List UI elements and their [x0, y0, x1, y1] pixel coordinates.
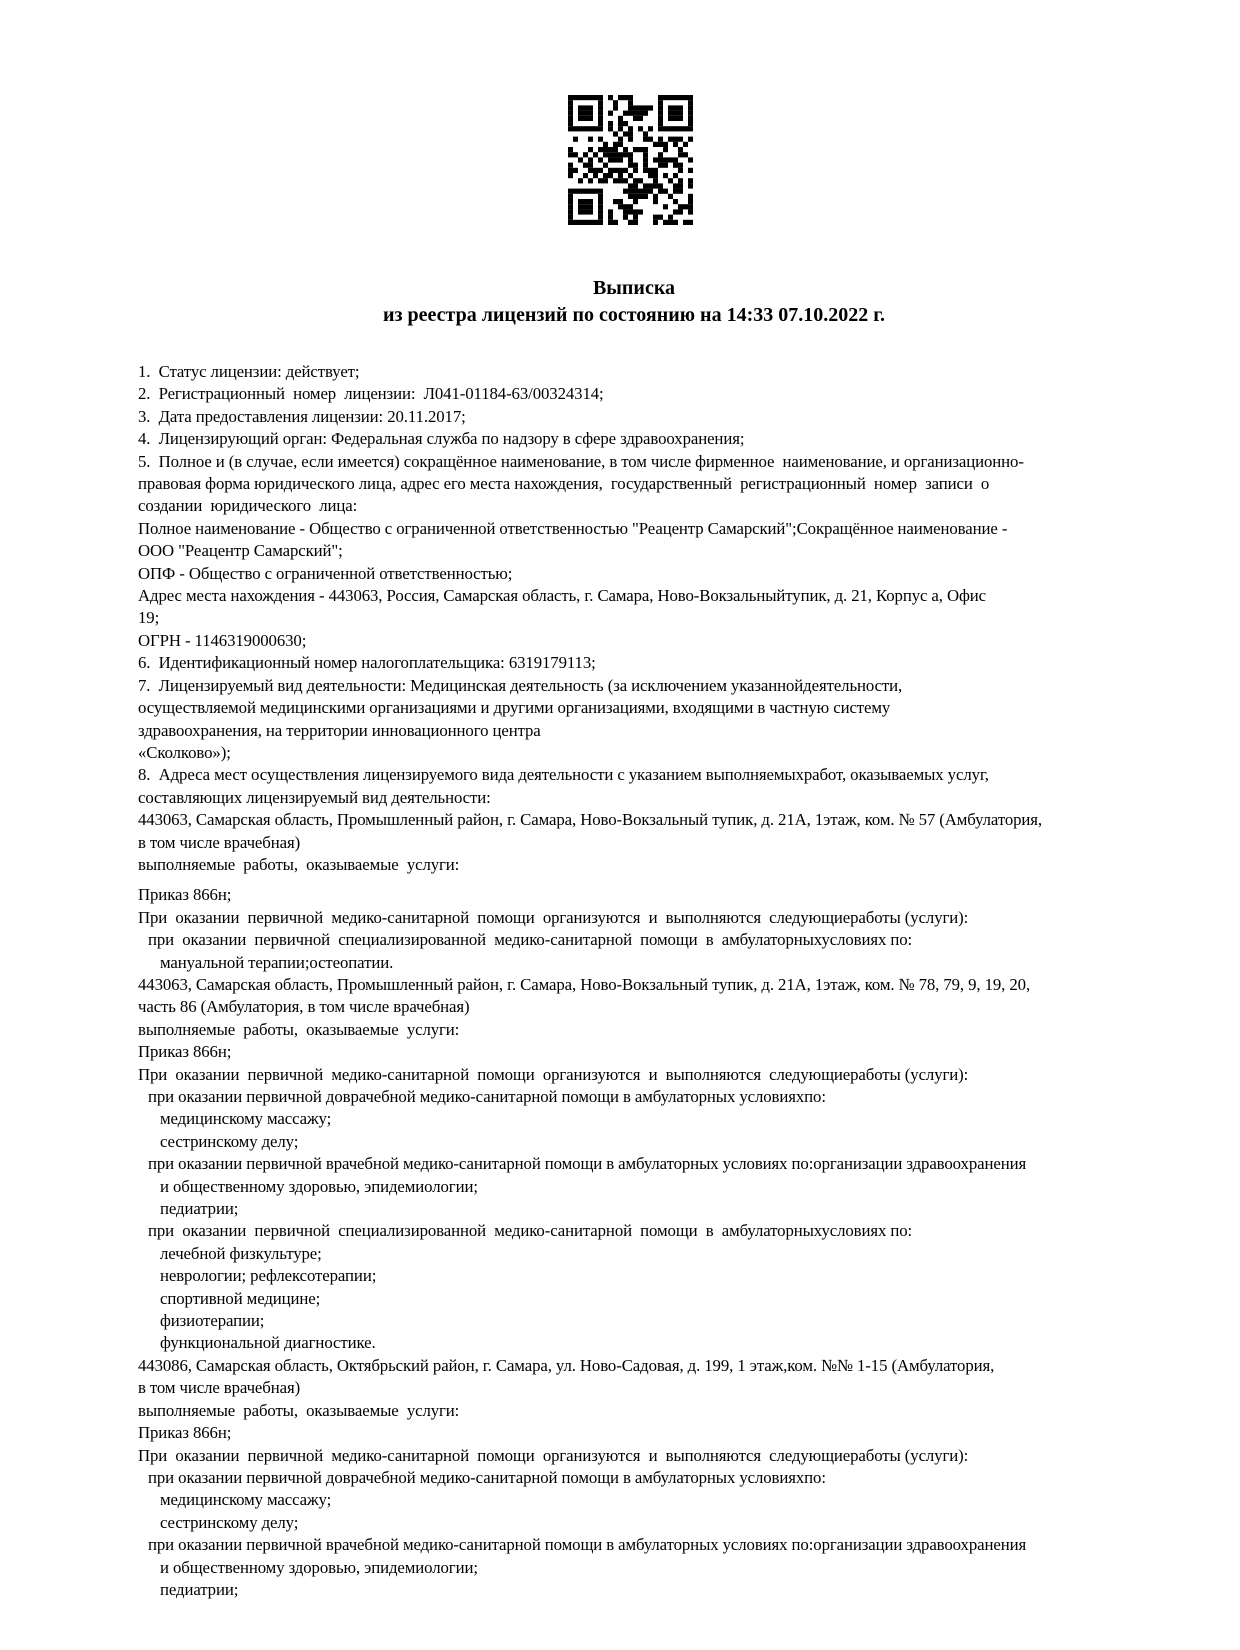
text-line: выполняемые работы, оказываемые услуги: [138, 1019, 460, 1039]
text-line: неврологии; рефлексотерапии; [160, 1266, 377, 1286]
text-line: 7. Лицензируемый вид деятельности: Медицинская деятельность (за исключением указаннойдеятельности, [138, 675, 903, 695]
text-line: 4. Лицензирующий орган: Федеральная служба по надзору в сфере здравоохранения; [138, 429, 745, 449]
text-line: 5. Полное и (в случае, если имеется) сокращённое наименование, в том числе фирменное наименование, и организационно- [138, 451, 1024, 471]
text-line: мануальной терапии;остеопатии. [160, 952, 394, 972]
qr-code [568, 95, 693, 225]
text-line: 443063, Самарская область, Промышленный район, г. Самара, Ново-Вокзальный тупик, д. 21А, 1этаж, ком. № 57 (Амбулатория, [138, 810, 1043, 830]
text-line: Полное наименование - Общество с ограниченной ответственностью "Реацентр Самарский";Сокращённое наименование - [138, 518, 1008, 538]
text-line: ООО "Реацентр Самарский"; [138, 541, 343, 561]
text-line: педиатрии; [160, 1199, 239, 1219]
text-line: при оказании первичной доврачебной медико-санитарной помощи в амбулаторных условияхпо: [148, 1087, 826, 1106]
text-line: спортивной медицине; [160, 1288, 321, 1308]
text-line: сестринскому делу; [160, 1512, 299, 1532]
text-line: 2. Регистрационный номер лицензии: Л041-01184-63/00324314; [138, 384, 604, 404]
text-line: при оказании первичной врачебной медико-санитарной помощи в амбулаторных условиях по:организации здравоохранения [148, 1535, 1027, 1555]
text-line: при оказании первичной доврачебной медико-санитарной помощи в амбулаторных условияхпо: [148, 1467, 826, 1487]
text-line: Приказ 866н; [138, 1423, 232, 1443]
text-line: При оказании первичной медико-санитарной помощи организуются и выполняются следующиеработы (услуги): [138, 1445, 969, 1465]
text-line: 1. Статус лицензии: действует; [138, 362, 360, 381]
text-line: 19; [138, 608, 160, 628]
text-line: выполняемые работы, оказываемые услуги: [138, 854, 460, 874]
text-line: 443086, Самарская область, Октябрьский район, г. Самара, ул. Ново-Садовая, д. 199, 1 этаж,ком. №№ 1-15 (Амбулатория, [138, 1355, 995, 1375]
text-line: физиотерапии; [160, 1311, 265, 1331]
text-line: При оказании первичной медико-санитарной помощи организуются и выполняются следующиеработы (услуги): [138, 1064, 969, 1084]
text-line: и общественному здоровью, эпидемиологии; [160, 1176, 478, 1196]
text-line: создании юридического лица: [138, 496, 358, 516]
text-line: здравоохранения, на территории инновационного центра [138, 720, 541, 740]
title-line-1: Выписка [592, 277, 676, 299]
text-line: При оказании первичной медико-санитарной помощи организуются и выполняются следующиеработы (услуги): [138, 907, 969, 927]
text-line: сестринскому делу; [160, 1131, 299, 1151]
text-line: функциональной диагностике. [160, 1333, 376, 1353]
text-line: «Сколково»); [138, 742, 231, 762]
text-line: составляющих лицензируемый вид деятельности: [138, 787, 491, 807]
text-line: ОГРН - 1146319000630; [138, 630, 307, 650]
text-line: Приказ 866н; [138, 1042, 232, 1062]
text-line: выполняемые работы, оказываемые услуги: [138, 1400, 460, 1420]
title-line-2: из реестра лицензий по состоянию на 14:33 07.10.2022 г. [382, 304, 886, 326]
text-line: часть 86 (Амбулатория, в том числе врачебная) [138, 997, 470, 1017]
text-line: ОПФ - Общество с ограниченной ответственностью; [138, 563, 513, 583]
text-line: Приказ 866н; [138, 885, 232, 905]
text-line: 6. Идентификационный номер налогоплательщика: 6319179113; [138, 653, 596, 673]
text-line: медицинскому массажу; [160, 1109, 332, 1129]
text-line: при оказании первичной специализированной медико-санитарной помощи в амбулаторныхусловиях по: [148, 1221, 913, 1241]
document-body [0, 361, 1240, 1601]
text-line: лечебной физкультуре; [160, 1243, 322, 1263]
document-title [0, 275, 1240, 329]
text-line: медицинскому массажу; [160, 1490, 332, 1510]
text-line: осуществляемой медицинскими организациями и другими организациями, входящими в частную систему [138, 698, 891, 718]
text-line: в том числе врачебная) [138, 832, 301, 852]
text-line: при оказании первичной специализированной медико-санитарной помощи в амбулаторныхусловиях по: [148, 930, 913, 950]
text-line: 8. Адреса мест осуществления лицензируемого вида деятельности с указанием выполняемыхработ, оказываемых услуг, [138, 765, 989, 785]
text-line: и общественному здоровью, эпидемиологии; [160, 1557, 478, 1577]
text-line: при оказании первичной врачебной медико-санитарной помощи в амбулаторных условиях по:организации здравоохранения [148, 1154, 1027, 1174]
text-line: в том числе врачебная) [138, 1378, 301, 1398]
text-line: правовая форма юридического лица, адрес его места нахождения, государственный регистрационный номер записи о [138, 474, 990, 494]
text-line: 443063, Самарская область, Промышленный район, г. Самара, Ново-Вокзальный тупик, д. 21А, 1этаж, ком. № 78, 79, 9, 19, 20, [138, 974, 1031, 994]
text-line: Адрес места нахождения - 443063, Россия, Самарская область, г. Самара, Ново-Вокзальныйтупик, д. 21, Корпус а, Офис [138, 586, 986, 606]
text-line: 3. Дата предоставления лицензии: 20.11.2017; [138, 406, 466, 426]
text-line: педиатрии; [160, 1579, 239, 1599]
